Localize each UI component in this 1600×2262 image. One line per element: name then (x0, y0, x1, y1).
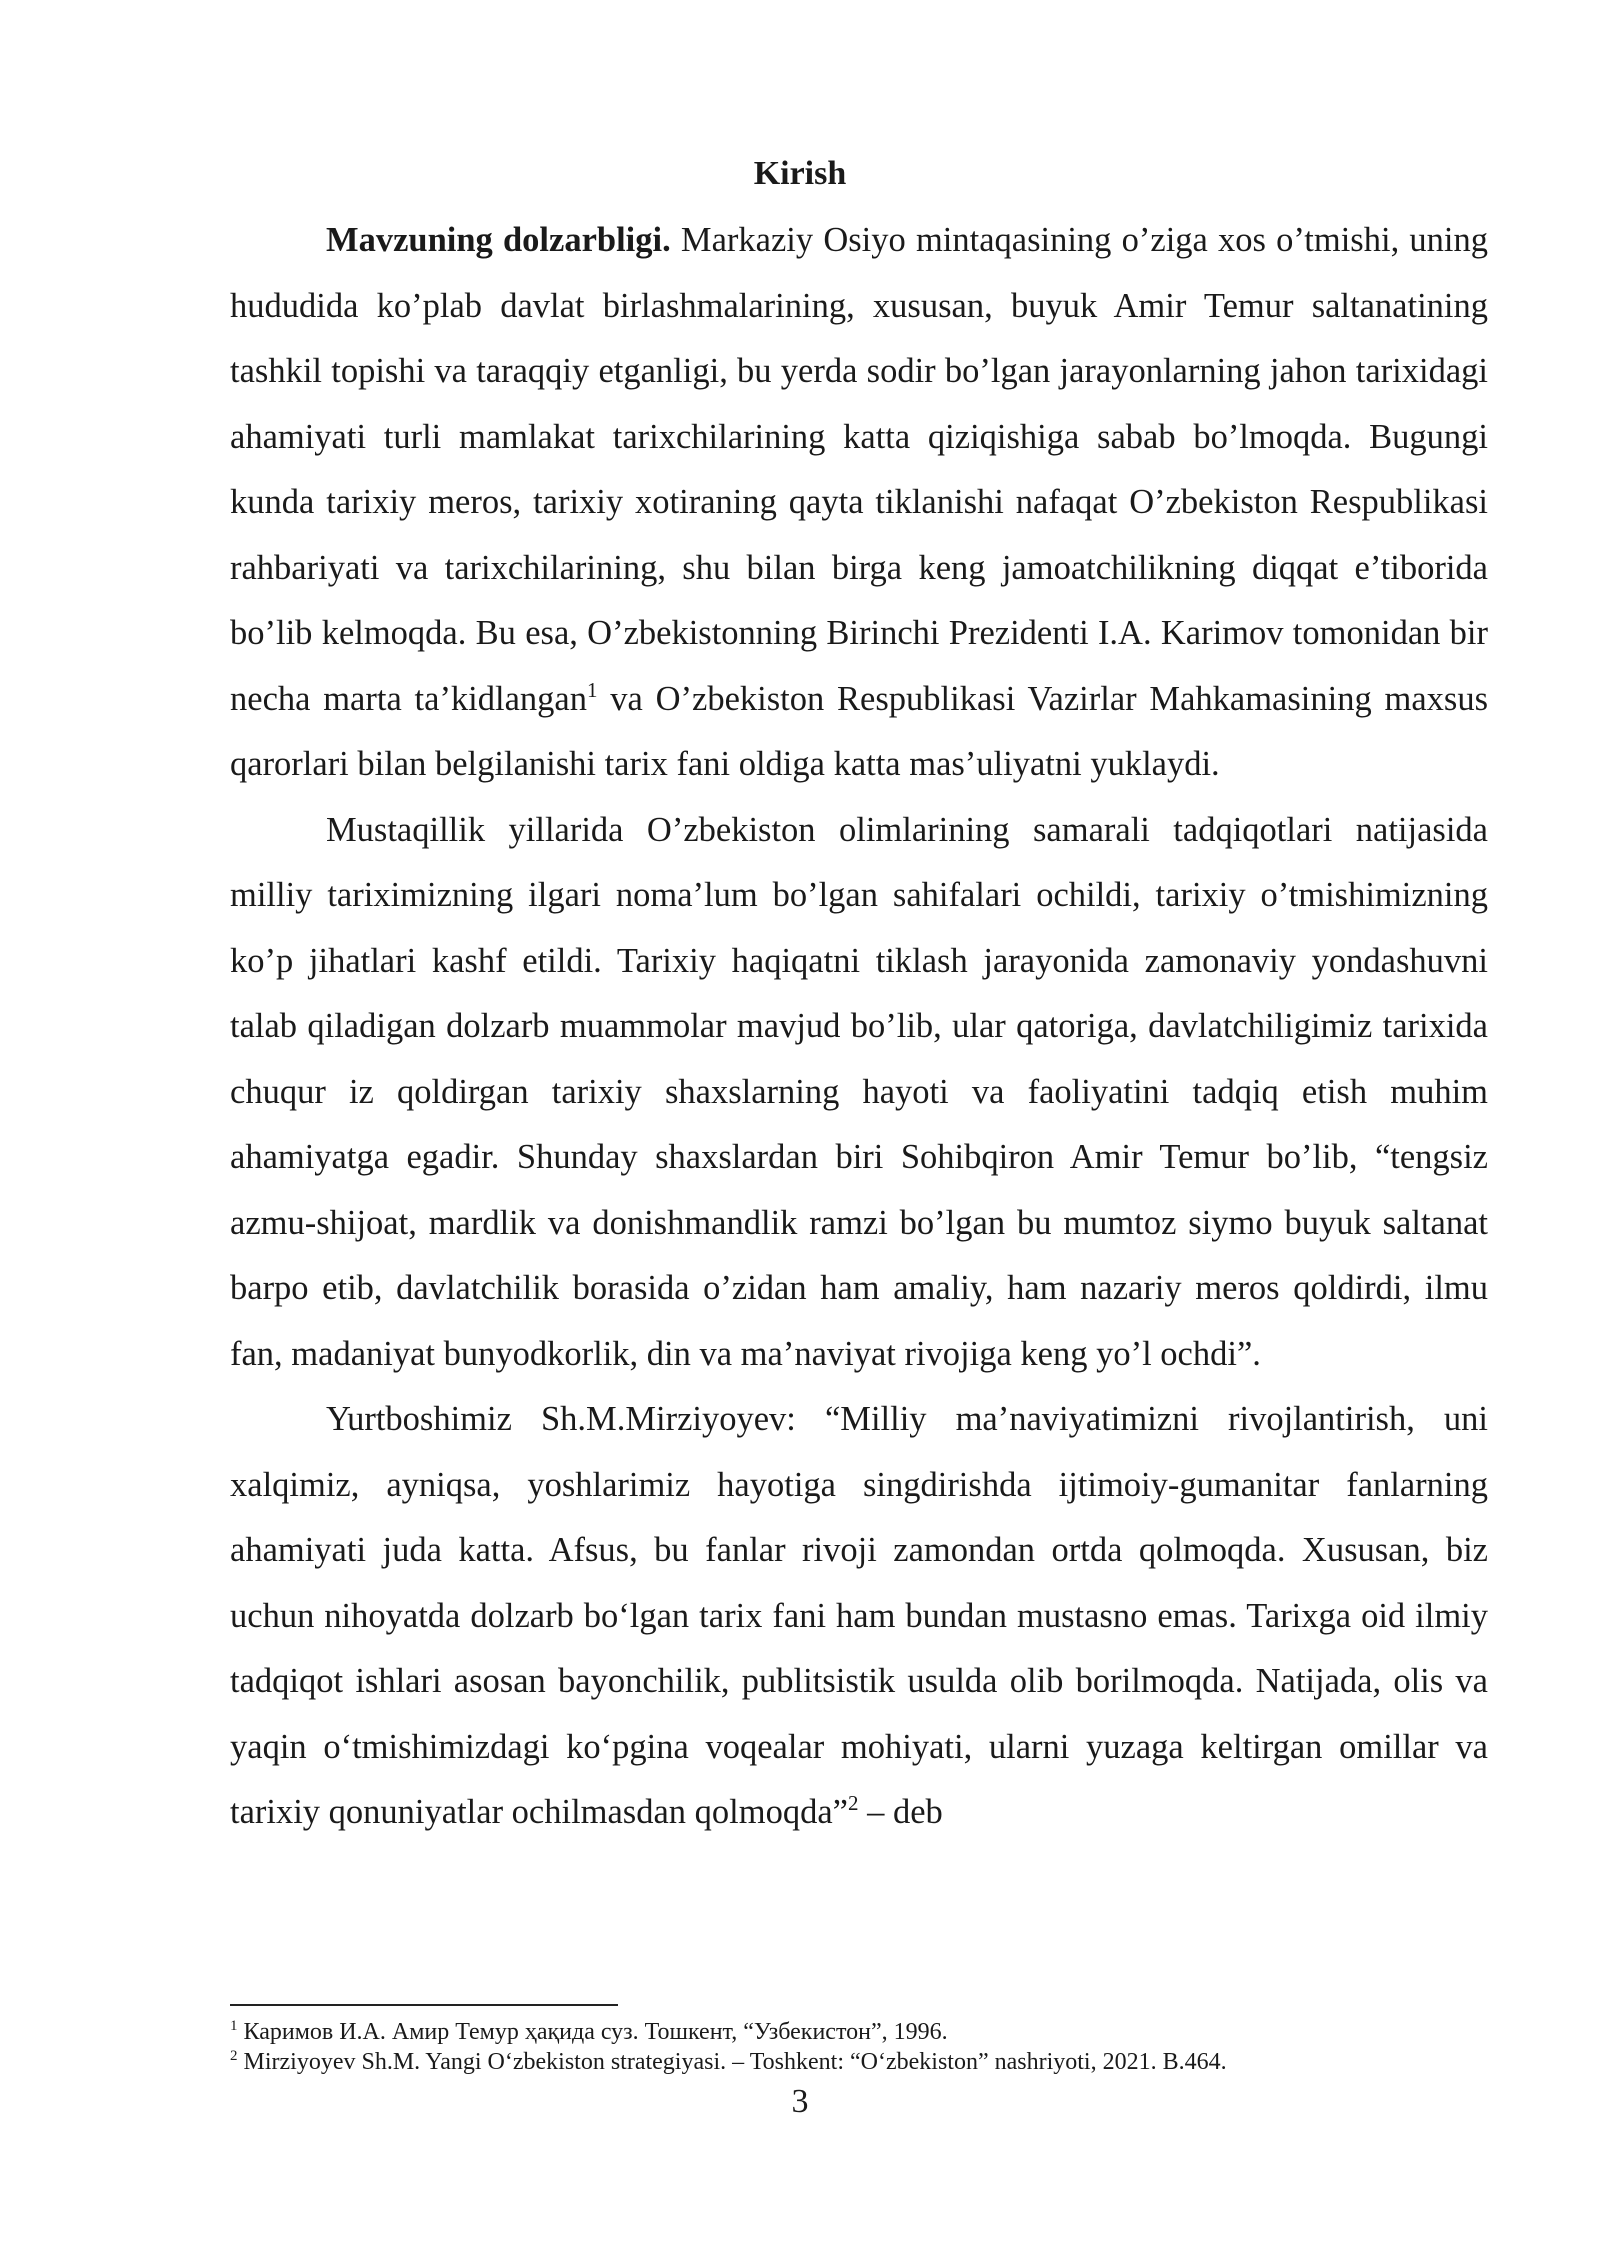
footnote-separator (230, 2004, 618, 2006)
page-title: Kirish (753, 155, 847, 192)
footnote-1 (230, 2017, 1488, 2047)
footnote-text: Mirziyoyev Sh.M. Yangi O‘zbekiston strategiyasi. – Toshkent: “O‘zbekiston” nashriyoti, 2021. B.464. (237, 2049, 1227, 2075)
page-number: 3 (791, 2083, 809, 2120)
footnote-number: 1 (230, 2018, 238, 2034)
paragraph-relevance (230, 208, 1488, 798)
paragraph-independence: Mustaqillik yillarida O’zbekiston olimlarining samarali tadqiqotlari natijasida milliy tariximizning ilgari noma’lum bo’lgan sahifalari ochildi, tarixiy o’tmishimizning ko’p jihatlari kashf etildi. Tarixiy haqiqatni tiklash jarayonida zamonaviy yondashuvni talab qiladigan dolzarb muammolar mavjud bo’lib, ular qatoriga, davlatchiligimiz tarixida chuqur iz qoldirgan tarixiy shaxslarning hayoti va faoliyatini tadqiq etish muhim ahamiyatga egadir. Shunday shaxslardan biri Sohibqiron Amir Temur bo’lib, “tengsiz azmu-shijoat, mardlik va donishmandlik ramzi bo’lgan bu mumtoz siymo buyuk saltanat barpo etib, davlatchilik borasida o’zidan ham amaliy, ham nazariy meros qoldirdi, ilmu fan, madaniyat bunyodkorlik, din va ma’naviyat rivojiga keng yo’l ochdi”. (230, 810, 1488, 1373)
paragraph-president-quote (230, 1387, 1488, 1846)
body-text (230, 208, 1488, 1846)
footnote-text: Каримов И.А. Амир Темур ҳақида суз. Тошкент, “Узбекистон”, 1996. (237, 2019, 948, 2045)
footnote-ref-1[interactable]: 1 (586, 677, 598, 702)
paragraph-text: – deb (858, 1793, 943, 1831)
paragraph-text: Yurtboshimiz Sh.M.Mirziyoyev: “Milliy ma’naviyatimizni rivojlantirish, uni xalqimiz, ayniqsa, yoshlarimiz hayotiga singdirishda ijtimoiy-gumanitar fanlarning ahamiyati juda katta. Afsus, bu fanlar rivoji zamondan ortda qolmoqda. Xususan, biz uchun nihoyatda dolzarb bo‘lgan tarix fani ham bundan mustasno emas. Tarixga oid ilmiy tadqiqot ishlari asosan bayonchilik, publitsistik usulda olib borilmoqda. Natijada, olis va yaqin o‘tmishimizdagi ko‘pgina voqealar mohiyati, ularni yuzaga keltirgan omillar va tarixiy qonuniyatlar ochilmasdan qolmoqda” (230, 1400, 1488, 1831)
paragraph-lead: Mavzuning dolzarbligi. (326, 221, 671, 259)
footnote-number: 2 (230, 2048, 238, 2064)
paragraph-text: Markaziy Osiyo mintaqasining o’ziga xos o’tmishi, uning hududida ko’plab davlat birlashmalarining, xususan, buyuk Amir Temur saltanatining tashkil topishi va taraqqiy etganligi, bu yerda sodir bo’lgan jarayonlarning jahon tarixidagi ahamiyati turli mamlakat tarixchilarining katta qiziqishiga sabab bo’lmoqda. Bugungi kunda tarixiy meros, tarixiy xotiraning qayta tiklanishi nafaqat O’zbekiston Respublikasi rahbariyati va tarixchilarining, shu bilan birga keng jamoatchilikning diqqat e’tiborida bo’lib kelmoqda. Bu esa, O’zbekistonning Birinchi Prezidenti I.A. Karimov tomonidan bir necha marta ta’kidlangan (230, 221, 1488, 718)
footnote-2 (230, 2047, 1488, 2077)
footnotes (230, 2017, 1488, 2077)
footnote-ref-2[interactable]: 2 (847, 1791, 859, 1815)
paragraph-text: va O’zbekiston Respublikasi Vazirlar Mahkamasining maxsus qarorlari bilan belgilanishi tarix fani oldiga katta mas’uliyatni yuklaydi. (230, 679, 1488, 783)
